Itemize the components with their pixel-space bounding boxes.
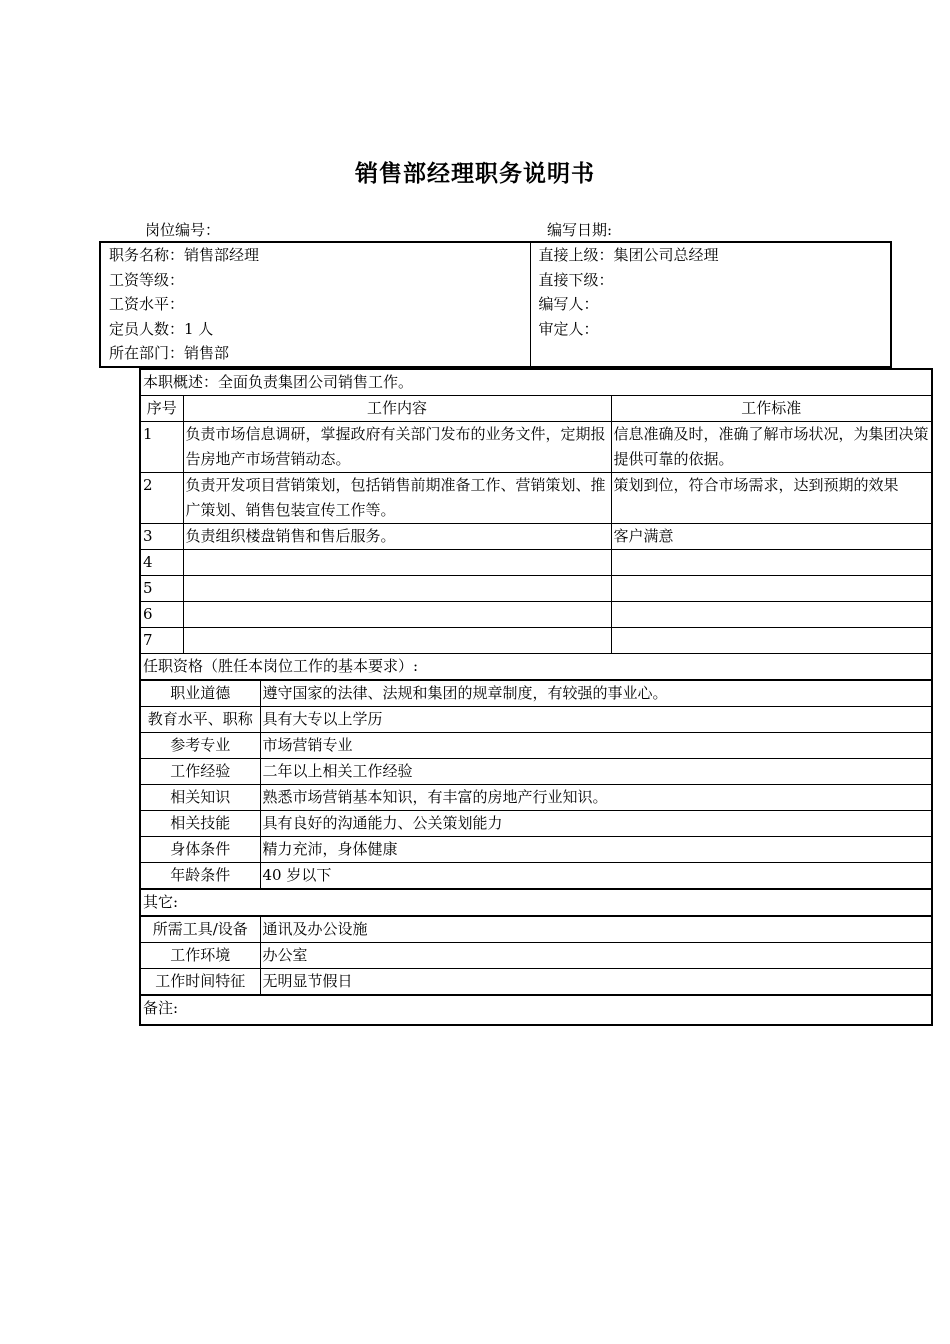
direct-superior-field: 直接上级：集团公司总经理 bbox=[538, 246, 719, 264]
other-label: 所需工具/设备 bbox=[140, 916, 260, 943]
qualification-label: 相关技能 bbox=[140, 811, 260, 837]
duty-content: 负责组织楼盘销售和售后服务。 bbox=[183, 524, 611, 550]
duty-content: 负责市场信息调研，掌握政府有关部门发布的业务文件，定期报告房地产市场营销动态。 bbox=[183, 422, 611, 473]
qualification-value: 40 岁以下 bbox=[260, 863, 932, 890]
duty-content bbox=[183, 602, 611, 628]
duty-content bbox=[183, 628, 611, 654]
writer-field: 编写人： bbox=[538, 295, 599, 314]
write-date-label: 编写日期: bbox=[547, 221, 613, 239]
qualification-value: 遵守国家的法律、法规和集团的规章制度，有较强的事业心。 bbox=[260, 680, 932, 707]
qualification-value: 具有良好的沟通能力、公关策划能力 bbox=[260, 811, 932, 837]
qualification-label: 身体条件 bbox=[140, 837, 260, 863]
duty-standard bbox=[611, 550, 932, 576]
qualification-label: 工作经验 bbox=[140, 759, 260, 785]
qualification-value: 熟悉市场营销基本知识，有丰富的房地产行业知识。 bbox=[260, 785, 932, 811]
duty-standard: 信息准确及时，准确了解市场状况，为集团决策提供可靠的依据。 bbox=[611, 422, 932, 473]
page-title: 销售部经理职务说明书 bbox=[355, 161, 595, 187]
qualification-value: 精力充沛，身体健康 bbox=[260, 837, 932, 863]
duties-table bbox=[139, 368, 933, 1026]
duty-content bbox=[183, 576, 611, 602]
col-header-content: 工作内容 bbox=[183, 396, 611, 422]
other-value: 办公室 bbox=[260, 943, 932, 969]
department-field: 所在部门：销售部 bbox=[100, 341, 530, 367]
duty-standard: 策划到位，符合市场需求，达到预期的效果 bbox=[611, 473, 932, 524]
duty-no: 1 bbox=[140, 422, 183, 473]
duty-no: 4 bbox=[140, 550, 183, 576]
duty-content: 负责开发项目营销策划，包括销售前期准备工作、营销策划、推广策划、销售包装宣传工作等。 bbox=[183, 473, 611, 524]
duty-standard: 客户满意 bbox=[611, 524, 932, 550]
duty-content bbox=[183, 550, 611, 576]
col-header-standard: 工作标准 bbox=[611, 396, 932, 422]
qualification-value: 市场营销专业 bbox=[260, 733, 932, 759]
other-label: 工作环境 bbox=[140, 943, 260, 969]
other-value: 通讯及办公设施 bbox=[260, 916, 932, 943]
salary-grade-field: 工资等级： bbox=[100, 268, 530, 293]
qualification-value: 具有大专以上学历 bbox=[260, 707, 932, 733]
duty-no: 2 bbox=[140, 473, 183, 524]
direct-subordinate-field: 直接下级： bbox=[538, 270, 614, 289]
other-heading: 其它: bbox=[140, 889, 932, 916]
qualifications-heading: 任职资格（胜任本岗位工作的基本要求）: bbox=[140, 654, 932, 681]
duty-standard bbox=[611, 576, 932, 602]
qualification-label: 教育水平、职称 bbox=[140, 707, 260, 733]
qualification-label: 相关知识 bbox=[140, 785, 260, 811]
empty-cell bbox=[530, 341, 891, 367]
remarks: 备注: bbox=[140, 995, 932, 1025]
other-label: 工作时间特征 bbox=[140, 969, 260, 996]
other-value: 无明显节假日 bbox=[260, 969, 932, 996]
job-summary: 本职概述：全面负责集团公司销售工作。 bbox=[140, 369, 932, 396]
duty-no: 6 bbox=[140, 602, 183, 628]
duty-no: 3 bbox=[140, 524, 183, 550]
salary-level-field: 工资水平： bbox=[100, 292, 530, 317]
qualification-label: 年龄条件 bbox=[140, 863, 260, 890]
col-header-no: 序号 bbox=[140, 396, 183, 422]
position-code-label: 岗位编号： bbox=[145, 221, 221, 239]
job-title-field: 职务名称：销售部经理 bbox=[100, 242, 530, 268]
headcount-field: 定员人数：1 人 bbox=[100, 317, 530, 342]
duty-standard bbox=[611, 628, 932, 654]
qualification-label: 参考专业 bbox=[140, 733, 260, 759]
qualification-label: 职业道德 bbox=[140, 680, 260, 707]
duty-standard bbox=[611, 602, 932, 628]
duty-no: 5 bbox=[140, 576, 183, 602]
qualification-value: 二年以上相关工作经验 bbox=[260, 759, 932, 785]
basic-info-table bbox=[99, 241, 892, 368]
approver-field: 审定人： bbox=[538, 319, 599, 338]
duty-no: 7 bbox=[140, 628, 183, 654]
